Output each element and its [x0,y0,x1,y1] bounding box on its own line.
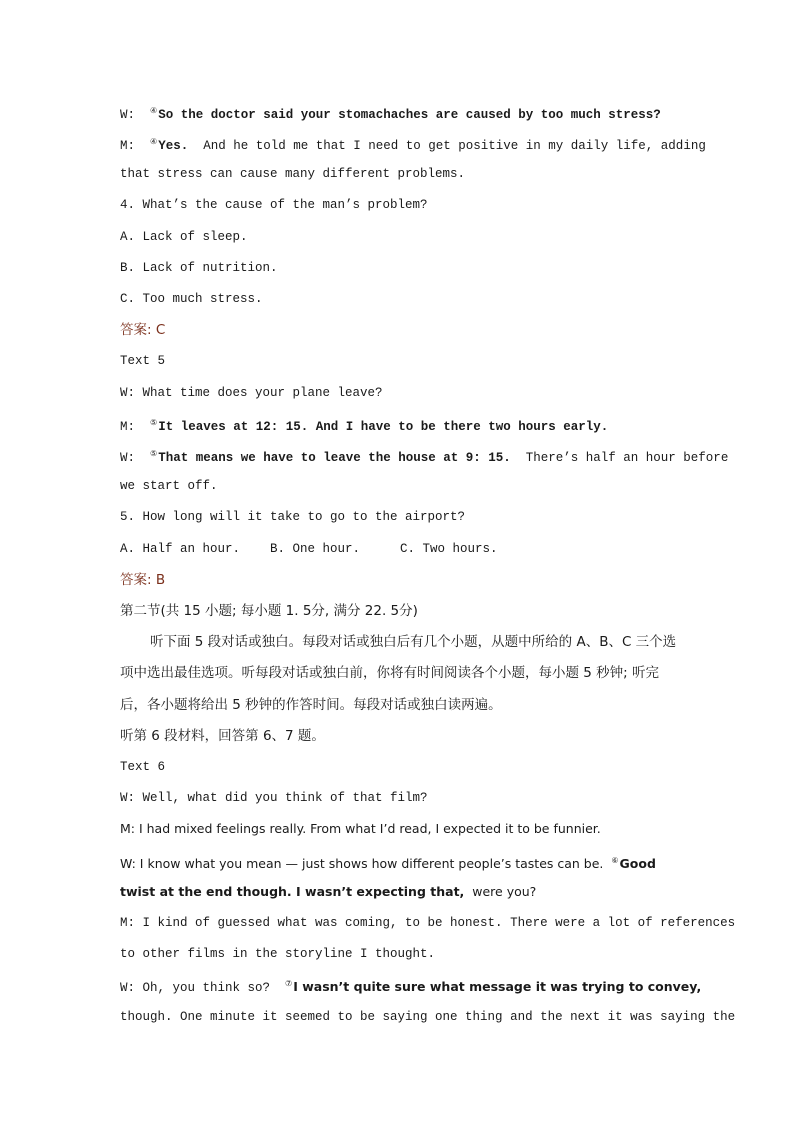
instruction-text: 项中选出最佳选项。听每段对话或独白前，你将有时间阅读各个小题，每小题 5 秒钟; 听完 [120,665,660,681]
dialogue-line: W: Well, what did you think of that film? [120,791,428,805]
section-heading: 第二节(共 15 小题; 每小题 1. 5分, 满分 22. 5分) [120,603,418,619]
note-marker: ④ [150,107,158,116]
option: C. Too much stress. [120,292,263,306]
dialogue-line: M: ④Yes. And he told me that I need to get positive in my daily life, adding [120,138,706,153]
highlighted-text: Good [619,856,656,871]
section-heading: Text 5 [120,354,166,368]
dialogue-line: W: ④So the doctor said your stomachaches are caused by too much stress? [120,107,661,122]
option: B. Lack of nutrition. [120,261,278,275]
answer: 答案: C [120,322,166,338]
note-marker: ⑤ [150,419,158,428]
option: A. Half an hour. [120,542,241,556]
option: B. One hour. [270,542,361,556]
option: C. Two hours. [400,542,498,556]
dialogue-line: to other films in the storyline I thought. [120,947,436,961]
dialogue-line: though. One minute it seemed to be saying one thing and the next it was saying the [120,1010,736,1024]
note-marker: ⑦ [285,980,293,989]
instruction-text: 听下面 5 段对话或独白。每段对话或独白后有几个小题，从题中所给的 A、B、C 三个选 [150,634,677,650]
highlighted-text: That means we have to leave the house at 9: 15. [158,451,511,465]
highlighted-text: So the doctor said your stomachaches are caused by too much stress? [158,108,661,122]
dialogue-line: W: I know what you mean — just shows how different people’s tastes can be. ⑥Good [120,856,656,871]
highlighted-text: twist at the end though. I wasn’t expecting that, [120,884,465,899]
answer: 答案: B [120,572,166,588]
dialogue-line: M: I kind of guessed what was coming, to be honest. There were a lot of references [120,916,736,930]
section-heading: Text 6 [120,760,166,774]
dialogue-line: we start off. [120,479,218,493]
question: 5. How long will it take to go to the airport? [120,510,466,524]
dialogue-line: W: Oh, you think so? ⑦I wasn’t quite sure what message it was trying to convey, [120,979,702,995]
note-marker: ⑤ [150,450,158,459]
highlighted-text: I wasn’t quite sure what message it was trying to convey, [293,979,702,994]
dialogue-line: that stress can cause many different problems. [120,167,466,181]
options-row [120,541,676,557]
instruction-text: 后，各小题将给出 5 秒钟的作答时间。每段对话或独白读两遍。 [120,697,502,713]
dialogue-line: W: What time does your plane leave? [120,386,383,400]
question: 4. What’s the cause of the man’s problem? [120,198,428,212]
option: A. Lack of sleep. [120,230,248,244]
dialogue-line: M: I had mixed feelings really. From what I’d read, I expected it to be funnier. [120,821,601,836]
note-marker: ④ [150,138,158,147]
note-marker: ⑥ [611,856,619,865]
highlighted-text: It leaves at 12: 15. And I have to be there two hours early. [158,420,609,434]
dialogue-line: M: ⑤It leaves at 12: 15. And I have to be there two hours early. [120,419,609,434]
highlighted-text: Yes. [158,139,189,153]
dialogue-line: W: ⑤That means we have to leave the house at 9: 15. There’s half an hour before [120,450,729,465]
dialogue-line: twist at the end though. I wasn’t expecting that, were you? [120,884,537,899]
instruction-text: 听第 6 段材料，回答第 6、7 题。 [120,728,325,744]
